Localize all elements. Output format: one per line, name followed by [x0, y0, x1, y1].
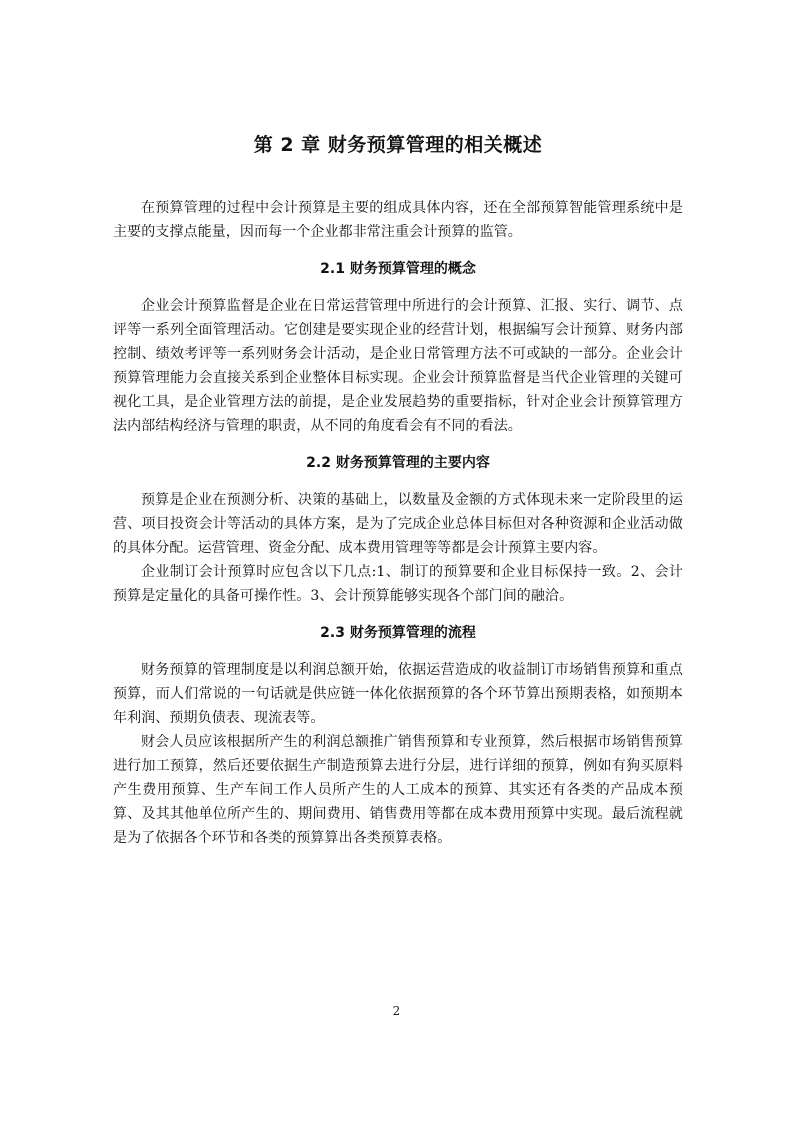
chapter-title: 第 2 章 财务预算管理的相关概述	[253, 134, 543, 156]
section-title-2-1: 2.1 财务预算管理的概念	[320, 261, 476, 277]
page-number: 2	[392, 1004, 401, 1018]
section-2-1-paragraph-1: 企业会计预算监督是企业在日常运营管理中所进行的会计预算、汇报、实行、调节、点评等一系列全面管理活动。它创建是要实现企业的经营计划，根据编写会计预算、财务内部控制、绩效考评等一系列财务会计活动，是企业日常管理方法不可或缺的一部分。企业会计预算管理能力会直接关系到企业整体目标实现。企业会计预算监督是当代企业管理的关键可视化工具，是企业管理方法的前提，是企业发展趋势的重要指标，针对企业会计预算管理方法内部结构经济与管理的职责，从不同的角度看会有不同的看法。	[113, 298, 683, 434]
page-content	[113, 128, 683, 850]
section-2-2-paragraph-2: 企业制订会计预算时应包含以下几点:1、制订的预算要和企业目标保持一致。2、会计预算是定量化的具备可操作性。3、会计预算能够实现各个部门间的融洽。	[113, 564, 683, 604]
section-2-3-paragraph-2: 财会人员应该根据所产生的利润总额推广销售预算和专业预算，然后根据市场销售预算进行加工预算，然后还要依据生产制造预算去进行分层，进行详细的预算，例如有狗买原料产生费用预算、生产车间工作人员所产生的人工成本的预算、其实还有各类的产品成本预算、及其其他单位所产生的、期间费用、销售费用等都在成本费用预算中实现。最后流程就是为了依据各个环节和各类的预算算出各类预算表格。	[113, 734, 683, 846]
section-2-2-paragraph-1: 预算是企业在预测分析、决策的基础上，以数量及金额的方式体现未来一定阶段里的运营、项目投资会计等活动的具体方案，是为了完成企业总体目标但对各种资源和企业活动做的具体分配。运营管理、资金分配、成本费用管理等等都是会计预算主要内容。	[113, 492, 683, 556]
section-title-2-3: 2.3 财务预算管理的流程	[320, 625, 476, 641]
intro-paragraph: 在预算管理的过程中会计预算是主要的组成具体内容，还在全部预算智能管理系统中是主要的支撑点能量，因而每一个企业都非常注重会计预算的监管。	[113, 200, 683, 240]
section-title-2-2: 2.2 财务预算管理的主要内容	[306, 455, 490, 471]
section-2-3-paragraph-1: 财务预算的管理制度是以利润总额开始，依据运营造成的收益制订市场销售预算和重点预算，而人们常说的一句话就是供应链一体化依据预算的各个环节算出预期表格，如预期本年利润、预期负债表、现流表等。	[113, 662, 683, 726]
